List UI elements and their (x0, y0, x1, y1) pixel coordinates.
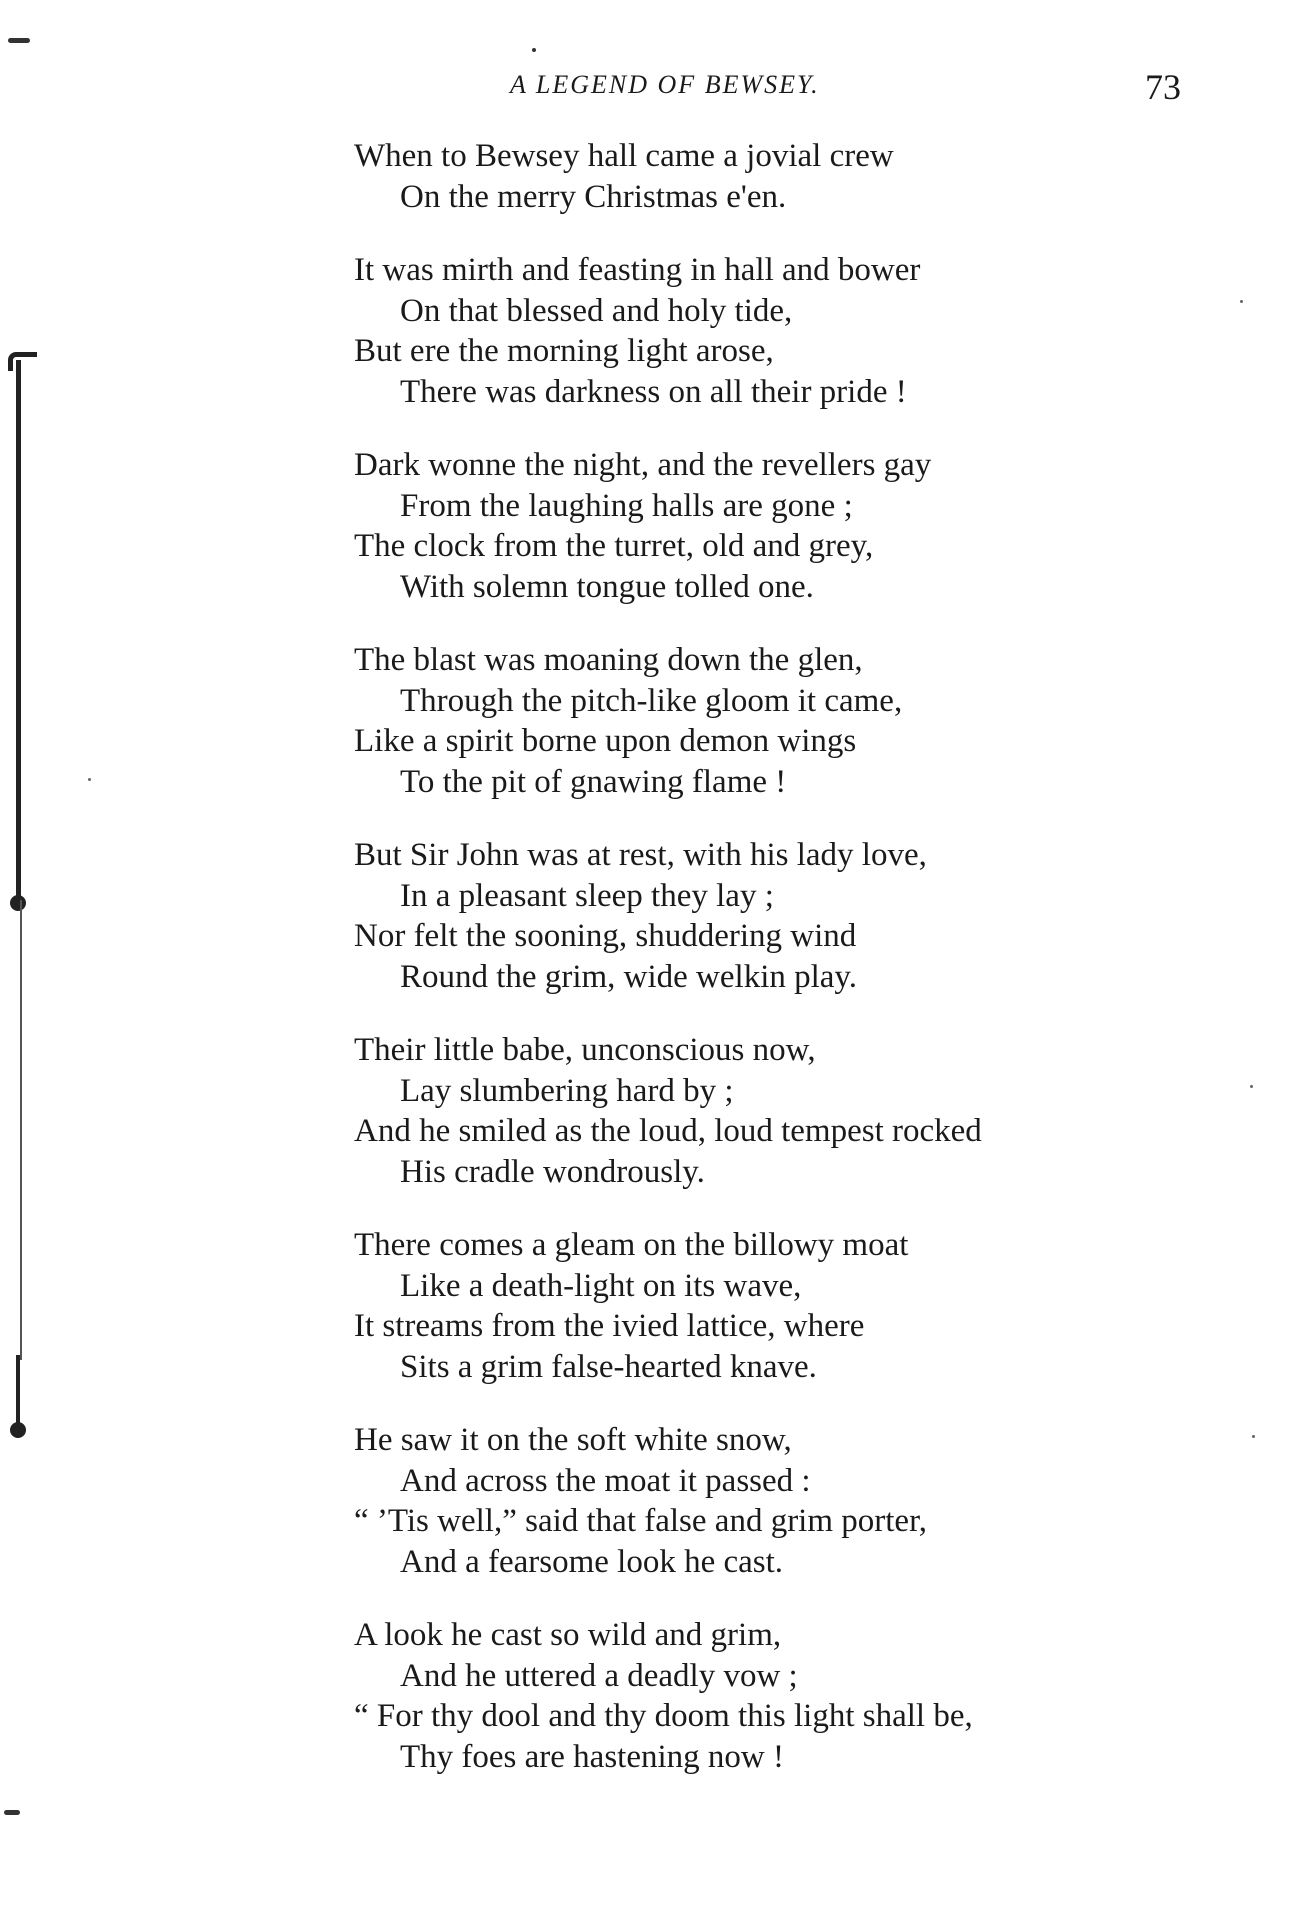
stanza (354, 445, 1134, 607)
stanza (354, 1225, 1134, 1387)
margin-mark (8, 38, 30, 43)
poem-line: “ For thy dool and thy doom this light shall be, (354, 1698, 973, 1734)
poem-body (354, 136, 1134, 1810)
poem-line: And he uttered a deadly vow ; (400, 1657, 798, 1694)
ink-speck (1240, 300, 1243, 303)
poem-line: But Sir John was at rest, with his lady love, (354, 837, 927, 873)
poem-line: From the laughing halls are gone ; (400, 487, 853, 524)
stanza (354, 1615, 1134, 1777)
poem-line: And he smiled as the loud, loud tempest rocked (354, 1113, 982, 1149)
poem-line: On that blessed and holy tide, (400, 292, 793, 329)
poem-line: Round the grim, wide welkin play. (400, 958, 858, 995)
poem-line: When to Bewsey hall came a jovial crew (354, 138, 894, 174)
ink-speck (88, 778, 91, 781)
stanza (354, 1420, 1134, 1582)
poem-line: But ere the morning light arose, (354, 333, 774, 369)
binding-knob (10, 895, 26, 911)
poem-line: Like a spirit borne upon demon wings (354, 723, 857, 759)
ink-speck (1250, 1085, 1253, 1088)
poem-line: Through the pitch-like gloom it came, (400, 682, 903, 719)
poem-line: Sits a grim false-hearted knave. (400, 1348, 817, 1385)
poem-line: There was darkness on all their pride ! (400, 373, 907, 410)
poem-line: It was mirth and feasting in hall and bower (354, 252, 921, 288)
poem-line: The clock from the turret, old and grey, (354, 528, 874, 564)
poem-line: He saw it on the soft white snow, (354, 1422, 792, 1458)
stanza (354, 1030, 1134, 1192)
poem-line: The blast was moaning down the glen, (354, 642, 863, 678)
stanza (354, 136, 1134, 217)
poem-line: Like a death-light on its wave, (400, 1267, 802, 1304)
poem-line: His cradle wondrously. (400, 1153, 705, 1190)
binding-hook (8, 352, 37, 371)
page-number: 73 (1145, 67, 1181, 107)
poem-line: In a pleasant sleep they lay ; (400, 877, 774, 914)
poem-line: On the merry Christmas e'en. (400, 178, 787, 215)
poem-line: A look he cast so wild and grim, (354, 1617, 782, 1653)
poem-line: It streams from the ivied lattice, where (354, 1308, 865, 1344)
poem-line: Their little babe, unconscious now, (354, 1032, 816, 1068)
ink-speck (1252, 1435, 1255, 1438)
stanza (354, 640, 1134, 802)
binding-thread (20, 900, 22, 1360)
binding-knob (10, 1422, 26, 1438)
poem-line: Nor felt the sooning, shuddering wind (354, 918, 857, 954)
poem-line: With solemn tongue tolled one. (400, 568, 814, 605)
stanza (354, 250, 1134, 412)
poem-line: Thy foes are hastening now ! (400, 1738, 784, 1775)
poem-line: To the pit of gnawing flame ! (400, 763, 787, 800)
stanza (354, 835, 1134, 997)
margin-mark (4, 1810, 20, 1815)
poem-line: And across the moat it passed : (400, 1462, 811, 1499)
poem-line: And a fearsome look he cast. (400, 1543, 784, 1580)
poem-line: Dark wonne the night, and the revellers gay (354, 447, 932, 483)
binding-edge (16, 360, 21, 900)
running-title: A LEGEND OF BEWSEY. (510, 70, 820, 99)
poem-line: “ ’Tis well,” said that false and grim porter, (354, 1503, 927, 1539)
poem-line: Lay slumbering hard by ; (400, 1072, 734, 1109)
poem-line: There comes a gleam on the billowy moat (354, 1227, 909, 1263)
header-dot (532, 48, 536, 52)
